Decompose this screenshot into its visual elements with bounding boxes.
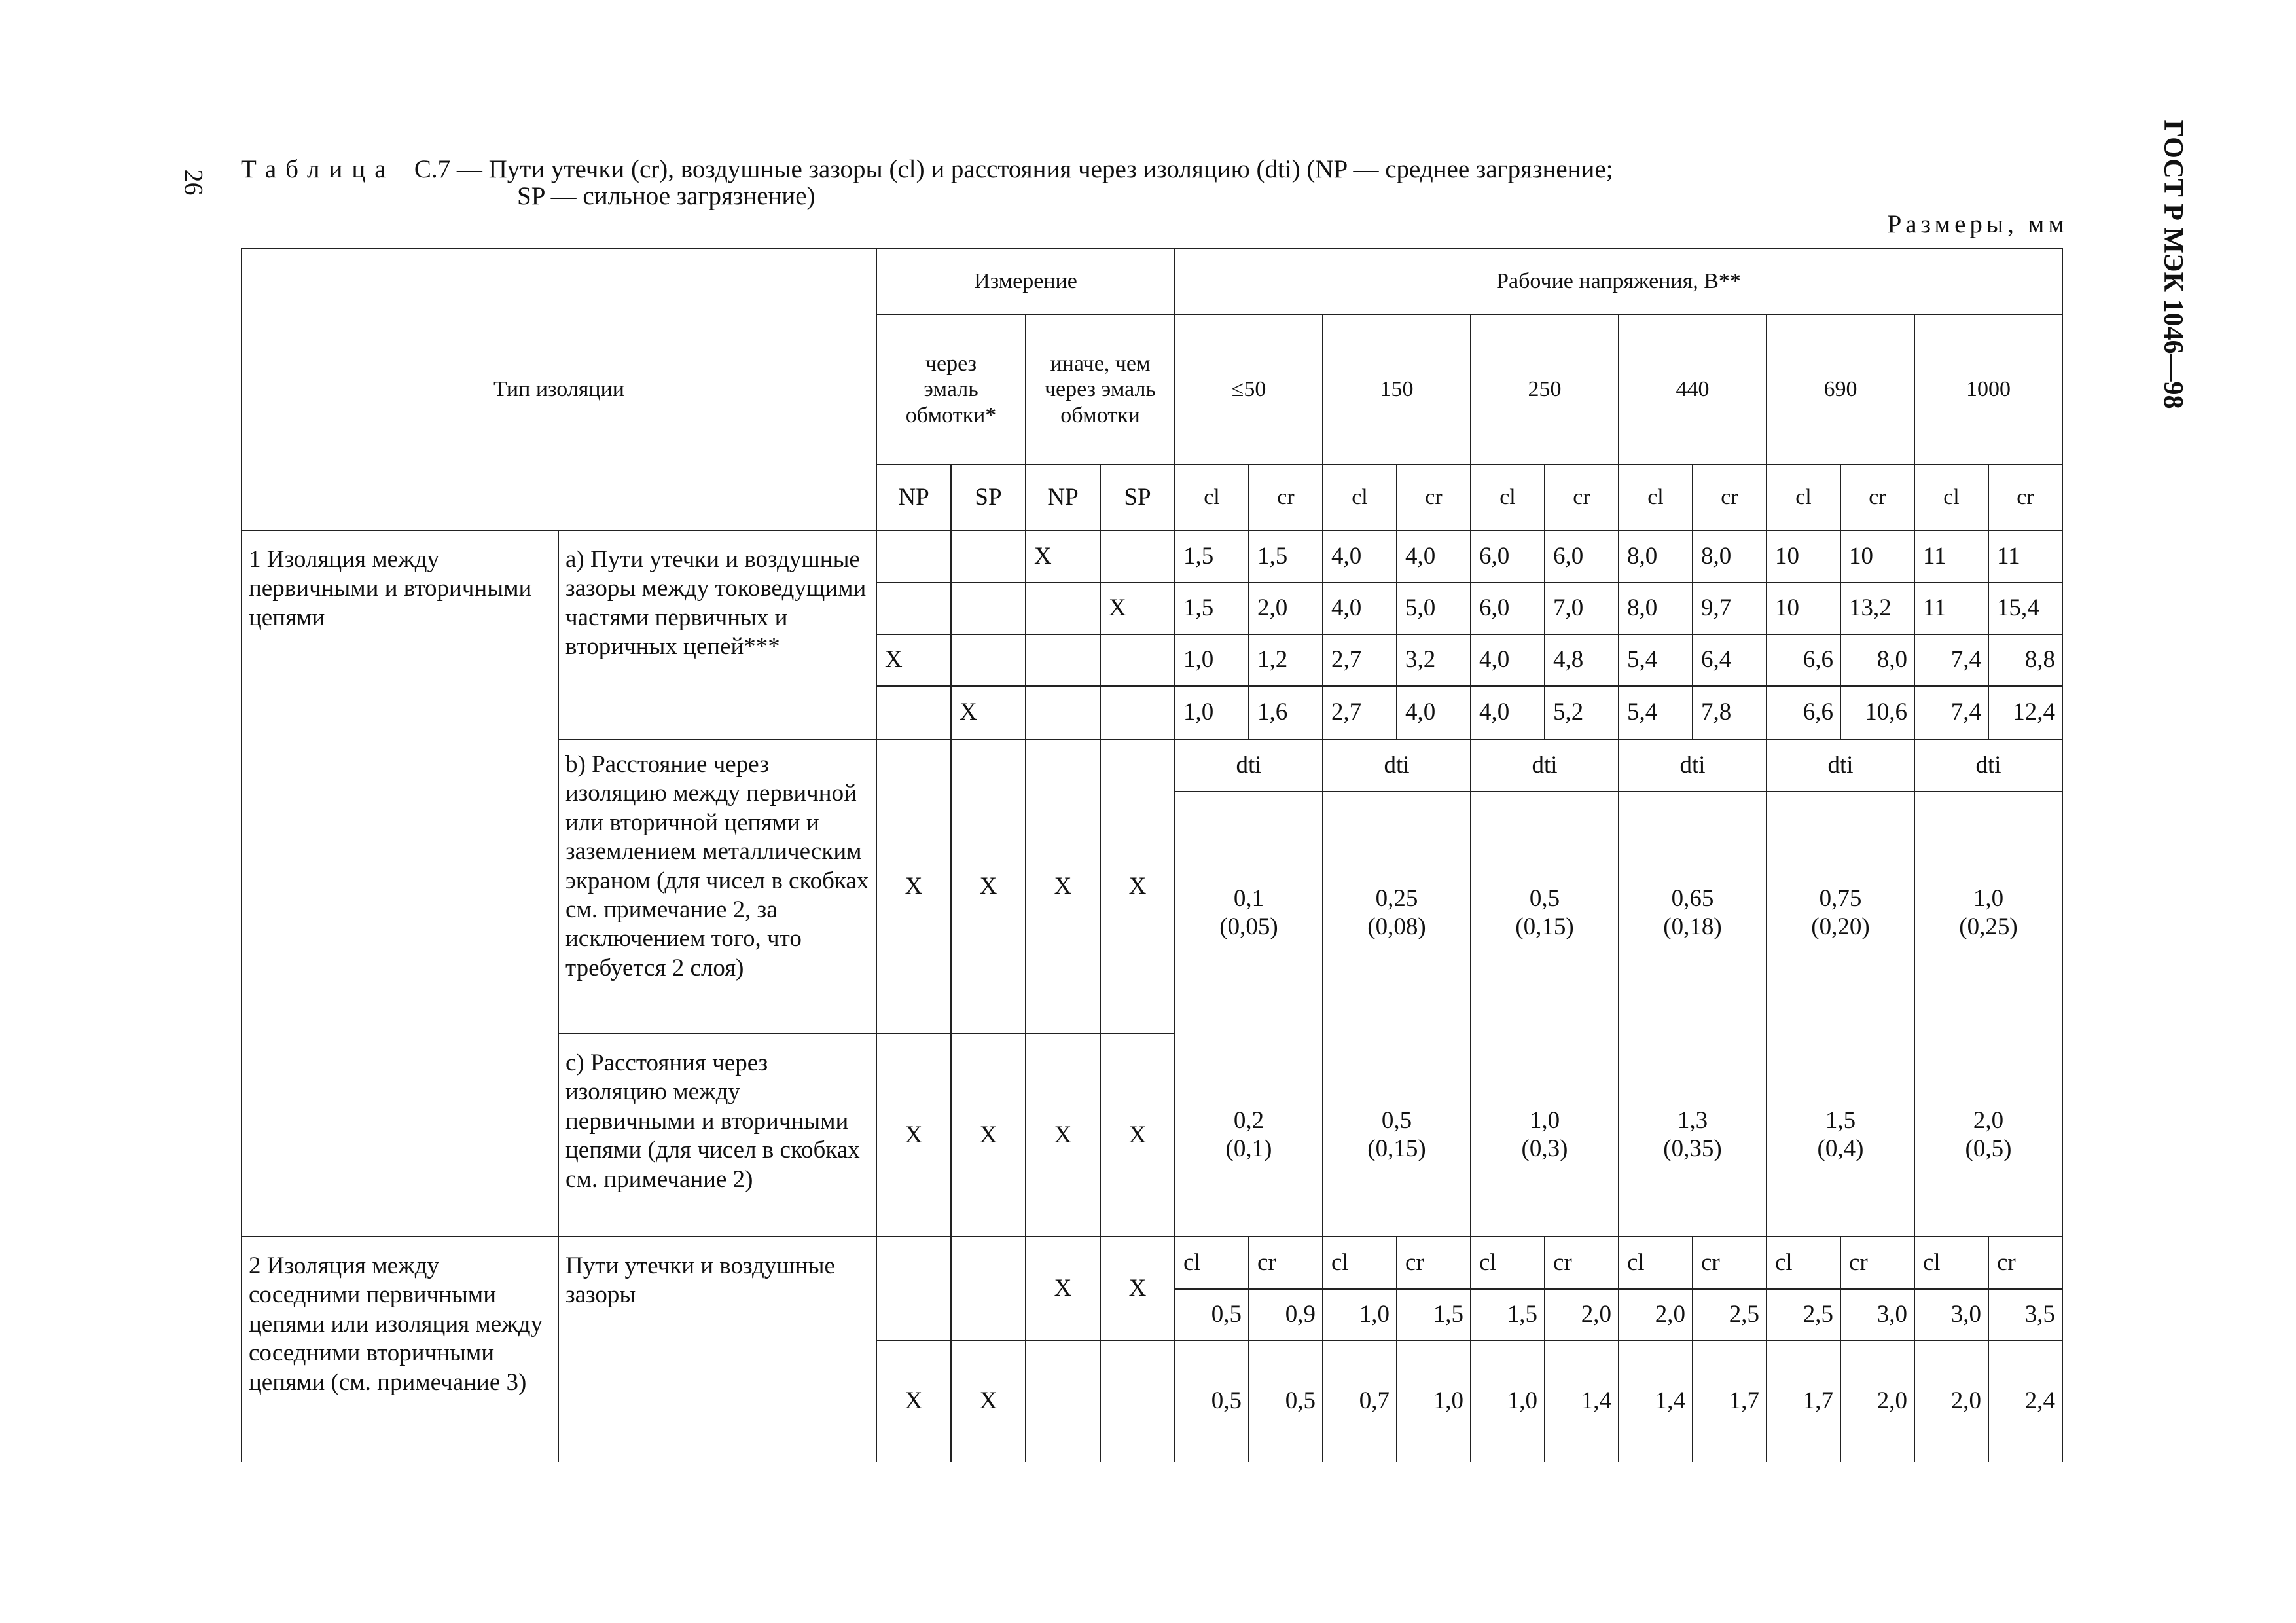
- dti-value: 0,5 (0,15): [1323, 1034, 1471, 1237]
- header-cr: cr: [1545, 1237, 1619, 1289]
- value-cell: 1,0: [1471, 1340, 1545, 1462]
- x-mark: X: [1100, 583, 1175, 634]
- value-cell: 2,0: [1840, 1340, 1914, 1462]
- value-cell: 1,0: [1175, 686, 1249, 739]
- value-cell: 1,0: [1175, 634, 1249, 686]
- dti-value: 2,0 (0,5): [1914, 1034, 2062, 1237]
- value-cell: 7,0: [1545, 583, 1619, 634]
- value-cell: 8,0: [1619, 583, 1693, 634]
- dti-value: 0,75 (0,20): [1767, 792, 1914, 1034]
- dti-value: 1,0 (0,25): [1914, 792, 2062, 1034]
- dti-value: 1,5 (0,4): [1767, 1034, 1914, 1237]
- x-mark: X: [876, 634, 951, 686]
- value-cell: 1,7: [1767, 1340, 1840, 1462]
- value-cell: 4,0: [1397, 686, 1471, 739]
- value-cell: 3,5: [1988, 1289, 2062, 1340]
- value-cell: 11: [1914, 530, 1988, 583]
- header-other: иначе, чем через эмаль обмотки: [1026, 314, 1175, 465]
- value-cell: 7,4: [1914, 686, 1988, 739]
- header-cr: cr: [1249, 465, 1323, 530]
- value-cell: 1,5: [1471, 1289, 1545, 1340]
- header-cr: cr: [1397, 1237, 1471, 1289]
- value-cell: 2,0: [1545, 1289, 1619, 1340]
- header-np: NP: [1026, 465, 1100, 530]
- value-cell: 0,7: [1323, 1340, 1397, 1462]
- value-cell: 4,0: [1397, 530, 1471, 583]
- header-measurement: Измерение: [876, 249, 1175, 314]
- value-cell: 6,0: [1545, 530, 1619, 583]
- header-v50: ≤50: [1175, 314, 1323, 465]
- value-cell: 10: [1767, 583, 1840, 634]
- value-cell: 0,9: [1249, 1289, 1323, 1340]
- value-cell: 1,7: [1693, 1340, 1767, 1462]
- header-through-enamel: через эмаль обмотки*: [876, 314, 1026, 465]
- value-cell: 4,0: [1471, 634, 1545, 686]
- value-cell: 3,0: [1840, 1289, 1914, 1340]
- value-cell: 9,7: [1693, 583, 1767, 634]
- value-cell: 5,4: [1619, 686, 1693, 739]
- value-cell: 4,0: [1323, 530, 1397, 583]
- value-cell: 2,0: [1914, 1340, 1988, 1462]
- header-v690: 690: [1767, 314, 1914, 465]
- header-cl: cl: [1767, 1237, 1840, 1289]
- header-type: Тип изоляции: [242, 249, 876, 530]
- value-cell: 6,4: [1693, 634, 1767, 686]
- header-cl: cl: [1914, 465, 1988, 530]
- value-cell: 3,2: [1397, 634, 1471, 686]
- section-1-label: 1 Изоляция между первичными и вторичными цепями: [242, 530, 558, 1237]
- value-cell: 8,0: [1693, 530, 1767, 583]
- x-mark: X: [951, 1340, 1026, 1462]
- value-cell: 8,0: [1619, 530, 1693, 583]
- header-cr: cr: [1693, 1237, 1767, 1289]
- header-cr: cr: [1693, 465, 1767, 530]
- value-cell: 1,5: [1397, 1289, 1471, 1340]
- value-cell: 6,0: [1471, 530, 1545, 583]
- value-cell: 1,6: [1249, 686, 1323, 739]
- value-cell: 1,5: [1175, 583, 1249, 634]
- header-v250: 250: [1471, 314, 1619, 465]
- header-voltages: Рабочие напряжения, В**: [1175, 249, 2062, 314]
- header-cl: cl: [1323, 465, 1397, 530]
- dti-value: 0,1 (0,05): [1175, 792, 1323, 1034]
- header-cl: cl: [1323, 1237, 1397, 1289]
- value-cell: 3,0: [1914, 1289, 1988, 1340]
- x-mark: X: [1026, 1237, 1100, 1340]
- value-cell: 2,7: [1323, 686, 1397, 739]
- value-cell: 11: [1914, 583, 1988, 634]
- header-cr: cr: [1988, 465, 2062, 530]
- value-cell: 4,8: [1545, 634, 1619, 686]
- section-1a-label: а) Пути утечки и воздушные зазоры между токоведущими частями первичных и вторичных цепей***: [558, 530, 876, 739]
- page-number: 26: [179, 169, 209, 196]
- dti-value: 0,65 (0,18): [1619, 792, 1767, 1034]
- x-mark: X: [1026, 1034, 1100, 1237]
- value-cell: 7,8: [1693, 686, 1767, 739]
- dti-value: 1,0 (0,3): [1471, 1034, 1619, 1237]
- header-cr: cr: [1840, 1237, 1914, 1289]
- dti-value: 1,3 (0,35): [1619, 1034, 1767, 1237]
- value-cell: 1,2: [1249, 634, 1323, 686]
- dimensions-note: Размеры, мм: [1887, 210, 2068, 238]
- dti-value: 0,2 (0,1): [1175, 1034, 1323, 1237]
- x-mark: X: [1100, 1237, 1175, 1340]
- value-cell: 2,5: [1693, 1289, 1767, 1340]
- section-2-label: 2 Изоляция между соседними первичными цепями или изоляция между соседними вторичными цепями (см. примечание 3): [242, 1237, 558, 1462]
- caption-label: Таблица: [241, 155, 395, 183]
- section-1c-label: с) Расстояния через изоляцию между первичными и вторичными цепями (для чисел в скобках см. примечание 2): [558, 1034, 876, 1237]
- value-cell: 5,2: [1545, 686, 1619, 739]
- value-cell: 2,0: [1619, 1289, 1693, 1340]
- header-dti: dti: [1767, 739, 1914, 792]
- value-cell: 1,4: [1545, 1340, 1619, 1462]
- value-cell: 6,6: [1767, 686, 1840, 739]
- dti-value: 0,5 (0,15): [1471, 792, 1619, 1034]
- value-cell: 1,0: [1397, 1340, 1471, 1462]
- value-cell: 12,4: [1988, 686, 2062, 739]
- x-mark: X: [876, 739, 951, 1034]
- value-cell: 10: [1767, 530, 1840, 583]
- header-sp: SP: [951, 465, 1026, 530]
- header-cr: cr: [1840, 465, 1914, 530]
- header-cl: cl: [1175, 465, 1249, 530]
- header-cr: cr: [1397, 465, 1471, 530]
- value-cell: 6,6: [1767, 634, 1840, 686]
- x-mark: X: [1100, 1034, 1175, 1237]
- value-cell: 0,5: [1175, 1289, 1249, 1340]
- value-cell: 6,0: [1471, 583, 1545, 634]
- header-cl: cl: [1471, 465, 1545, 530]
- header-dti: dti: [1323, 739, 1471, 792]
- header-dti: dti: [1619, 739, 1767, 792]
- value-cell: 8,8: [1988, 634, 2062, 686]
- value-cell: 13,2: [1840, 583, 1914, 634]
- header-cr: cr: [1988, 1237, 2062, 1289]
- value-cell: 7,4: [1914, 634, 1988, 686]
- section-1b-label: b) Расстояние через изоляцию между первичной или вторичной цепями и заземлением металлическим экраном (для чисел в скобках см. примечание 2, за исключением того, что требуется 2 слоя): [558, 739, 876, 1034]
- x-mark: X: [1026, 739, 1100, 1034]
- value-cell: 1,5: [1175, 530, 1249, 583]
- header-sp: SP: [1100, 465, 1175, 530]
- standard-code: ГОСТ Р МЭК 1046—98: [2158, 120, 2188, 409]
- header-cr: cr: [1545, 465, 1619, 530]
- section-2a-label: Пути утечки и воздушные зазоры: [558, 1237, 876, 1462]
- value-cell: 8,0: [1840, 634, 1914, 686]
- value-cell: 15,4: [1988, 583, 2062, 634]
- value-cell: 1,5: [1249, 530, 1323, 583]
- dti-value: 0,25 (0,08): [1323, 792, 1471, 1034]
- header-cl: cl: [1619, 1237, 1693, 1289]
- value-cell: 5,0: [1397, 583, 1471, 634]
- header-cl: cl: [1619, 465, 1693, 530]
- header-dti: dti: [1175, 739, 1323, 792]
- value-cell: 1,0: [1323, 1289, 1397, 1340]
- header-cl: cl: [1471, 1237, 1545, 1289]
- value-cell: 0,5: [1249, 1340, 1323, 1462]
- header-v150: 150: [1323, 314, 1471, 465]
- header-cr: cr: [1249, 1237, 1323, 1289]
- value-cell: 11: [1988, 530, 2062, 583]
- value-cell: 10: [1840, 530, 1914, 583]
- x-mark: X: [1100, 739, 1175, 1034]
- header-cl: cl: [1914, 1237, 1988, 1289]
- value-cell: 2,5: [1767, 1289, 1840, 1340]
- x-mark: X: [951, 739, 1026, 1034]
- x-mark: X: [951, 1034, 1026, 1237]
- value-cell: 2,0: [1249, 583, 1323, 634]
- header-v440: 440: [1619, 314, 1767, 465]
- value-cell: 4,0: [1323, 583, 1397, 634]
- x-mark: X: [876, 1340, 951, 1462]
- caption-line2: SP — сильное загрязнение): [517, 182, 816, 210]
- table-caption: [241, 155, 1613, 184]
- value-cell: 4,0: [1471, 686, 1545, 739]
- value-cell: 0,5: [1175, 1340, 1249, 1462]
- x-mark: X: [876, 1034, 951, 1237]
- value-cell: 2,7: [1323, 634, 1397, 686]
- header-cl: cl: [1767, 465, 1840, 530]
- value-cell: 1,4: [1619, 1340, 1693, 1462]
- x-mark: X: [951, 686, 1026, 739]
- header-np: NP: [876, 465, 951, 530]
- header-cl: cl: [1175, 1237, 1249, 1289]
- value-cell: 2,4: [1988, 1340, 2062, 1462]
- value-cell: 5,4: [1619, 634, 1693, 686]
- caption-line1: С.7 — Пути утечки (cr), воздушные зазоры (cl) и расстояния через изоляцию (dti) (NP — среднее загрязнение;: [414, 155, 1613, 183]
- header-dti: dti: [1471, 739, 1619, 792]
- header-v1000: 1000: [1914, 314, 2062, 465]
- insulation-table: [241, 248, 2063, 1462]
- value-cell: 10,6: [1840, 686, 1914, 739]
- x-mark: X: [1026, 530, 1100, 583]
- header-dti: dti: [1914, 739, 2062, 792]
